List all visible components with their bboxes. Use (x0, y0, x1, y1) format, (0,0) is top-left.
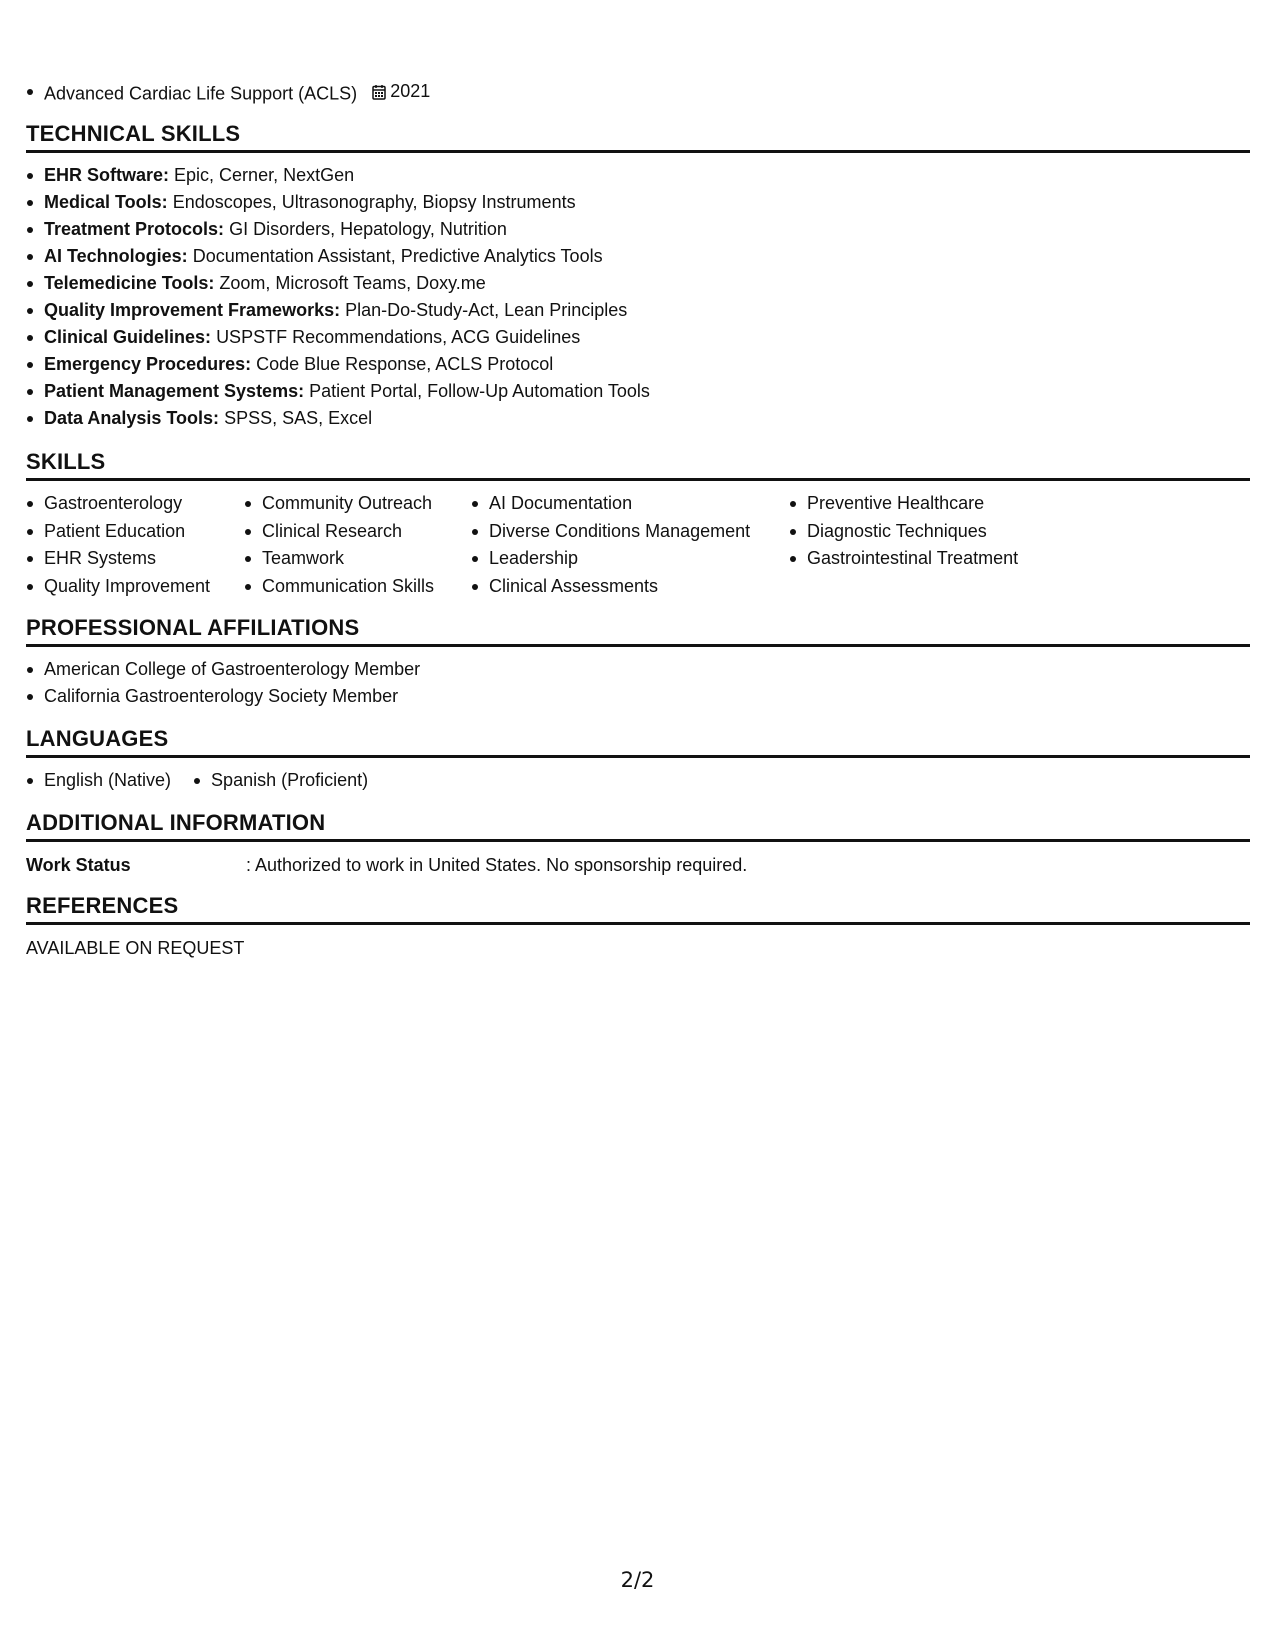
certification-year: 2021 (390, 81, 431, 101)
skill-item: Clinical Research (244, 518, 471, 546)
technical-skill-value: Code Blue Response, ACLS Protocol (256, 354, 554, 374)
work-status-value: : Authorized to work in United States. No sponsorship required. (246, 855, 748, 875)
technical-skill-value: Documentation Assistant, Predictive Analytics Tools (192, 246, 603, 266)
certification-name: Advanced Cardiac Life Support (ACLS) (44, 83, 358, 104)
skill-item: Clinical Assessments (471, 573, 789, 601)
skill-item: Diagnostic Techniques (789, 518, 1089, 546)
technical-skill-item (26, 324, 650, 351)
technical-skill-value: Zoom, Microsoft Teams, Doxy.me (219, 273, 486, 293)
page-number: 2/2 (620, 1568, 655, 1592)
work-status-row (26, 853, 747, 877)
technical-skill-item (26, 270, 650, 297)
skill-item: Patient Education (26, 518, 244, 546)
skill-item: Gastrointestinal Treatment (789, 545, 1089, 573)
technical-skills-list (26, 162, 650, 432)
skill-item: Community Outreach (244, 490, 471, 518)
technical-skill-item (26, 189, 650, 216)
skills-grid (26, 490, 1089, 600)
affiliation-item: American College of Gastroenterology Member (26, 656, 420, 683)
skill-item: Leadership (471, 545, 789, 573)
technical-skill-item (26, 297, 650, 324)
technical-skill-value: SPSS, SAS, Excel (224, 408, 373, 428)
language-item: English (Native) (26, 767, 171, 794)
technical-skill-label: EHR Software: (44, 165, 170, 185)
certification-list (26, 78, 430, 108)
work-status-label: Work Status (26, 855, 131, 875)
affiliation-item: California Gastroenterology Society Member (26, 683, 420, 710)
technical-skill-item (26, 216, 650, 243)
skill-item: EHR Systems (26, 545, 244, 573)
skill-item: Diverse Conditions Management (471, 518, 789, 546)
technical-skill-label: Quality Improvement Frameworks: (44, 300, 341, 320)
technical-skill-label: Clinical Guidelines: (44, 327, 212, 347)
technical-skills-heading: TECHNICAL SKILLS (26, 121, 1250, 153)
affiliations-list (26, 656, 420, 710)
language-item: Spanish (Proficient) (193, 767, 368, 794)
technical-skill-label: Patient Management Systems: (44, 381, 305, 401)
additional-info-heading: ADDITIONAL INFORMATION (26, 810, 1250, 842)
technical-skill-value: USPSTF Recommendations, ACG Guidelines (216, 327, 581, 347)
skill-item: Communication Skills (244, 573, 471, 601)
technical-skill-value: GI Disorders, Hepatology, Nutrition (229, 219, 507, 239)
technical-skill-label: Data Analysis Tools: (44, 408, 220, 428)
calendar-icon (372, 84, 386, 100)
references-heading: REFERENCES (26, 893, 1250, 925)
skills-column (789, 490, 1089, 600)
references-text: AVAILABLE ON REQUEST (26, 938, 245, 958)
skill-item: AI Documentation (471, 490, 789, 518)
certification-item (26, 78, 430, 108)
technical-skill-item (26, 243, 650, 270)
technical-skill-item (26, 405, 650, 432)
technical-skill-label: Medical Tools: (44, 192, 168, 212)
languages-heading: LANGUAGES (26, 726, 1250, 758)
technical-skill-value: Patient Portal, Follow-Up Automation Tools (309, 381, 650, 401)
technical-skill-item (26, 162, 650, 189)
technical-skill-value: Epic, Cerner, NextGen (174, 165, 355, 185)
technical-skill-value: Plan-Do-Study-Act, Lean Principles (345, 300, 628, 320)
technical-skill-label: Telemedicine Tools: (44, 273, 215, 293)
technical-skill-label: Emergency Procedures: (44, 354, 252, 374)
certification-date (372, 78, 430, 105)
technical-skill-item (26, 351, 650, 378)
skills-column (26, 490, 244, 600)
affiliations-heading: PROFESSIONAL AFFILIATIONS (26, 615, 1250, 647)
skill-item: Preventive Healthcare (789, 490, 1089, 518)
skills-heading: SKILLS (26, 449, 1250, 481)
languages-list (26, 767, 368, 794)
skill-item: Quality Improvement (26, 573, 244, 601)
technical-skill-label: AI Technologies: (44, 246, 188, 266)
skills-column (471, 490, 789, 600)
skill-item: Gastroenterology (26, 490, 244, 518)
technical-skill-item (26, 378, 650, 405)
skill-item: Teamwork (244, 545, 471, 573)
technical-skill-label: Treatment Protocols: (44, 219, 225, 239)
technical-skill-value: Endoscopes, Ultrasonography, Biopsy Instruments (172, 192, 576, 212)
skills-column (244, 490, 471, 600)
